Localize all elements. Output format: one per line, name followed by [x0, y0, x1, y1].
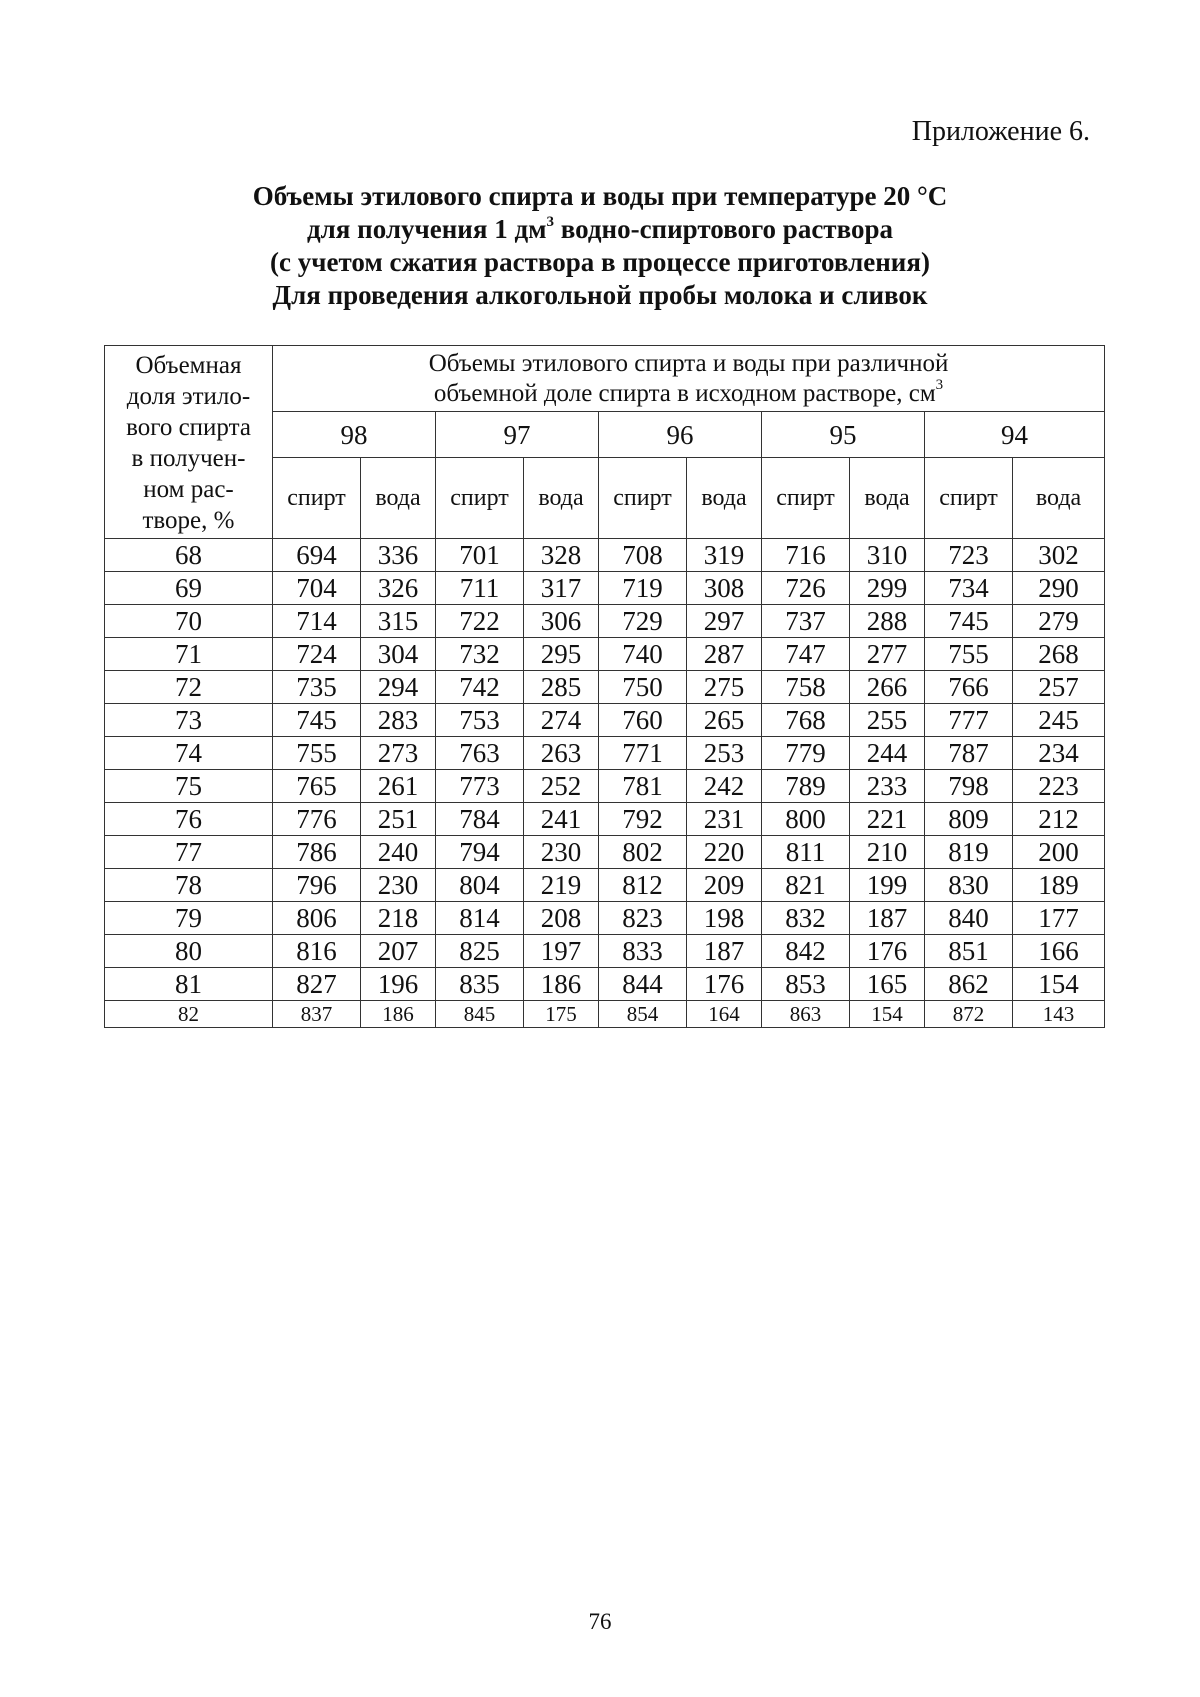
water-volume-cell: 285	[524, 671, 599, 704]
title-line-2	[0, 213, 1200, 246]
water-volume-cell: 209	[687, 869, 762, 902]
spirit-volume-cell: 840	[925, 902, 1013, 935]
water-volume-cell: 299	[850, 572, 925, 605]
volume-table	[104, 345, 1105, 1028]
appendix-label: Приложение 6.	[911, 116, 1090, 147]
spirit-volume-cell: 821	[762, 869, 850, 902]
water-volume-cell: 177	[1013, 902, 1105, 935]
water-volume-cell: 154	[1013, 968, 1105, 1001]
concentration-cell: 71	[105, 638, 273, 671]
spirit-volume-cell: 768	[762, 704, 850, 737]
water-volume-cell: 231	[687, 803, 762, 836]
water-volume-cell: 198	[687, 902, 762, 935]
spirit-volume-cell: 796	[273, 869, 361, 902]
concentration-cell: 68	[105, 539, 273, 572]
spirit-volume-cell: 711	[436, 572, 524, 605]
concentration-cell: 79	[105, 902, 273, 935]
sub-header-spirit: спирт	[273, 458, 361, 539]
water-volume-cell: 295	[524, 638, 599, 671]
title-line-4: Для проведения алкогольной пробы молока и сливок	[272, 280, 928, 310]
water-volume-cell: 336	[361, 539, 436, 572]
table-row	[105, 539, 1105, 572]
water-volume-cell: 253	[687, 737, 762, 770]
concentration-cell: 72	[105, 671, 273, 704]
water-volume-cell: 208	[524, 902, 599, 935]
concentration-cell: 70	[105, 605, 273, 638]
water-volume-cell: 302	[1013, 539, 1105, 572]
spirit-volume-cell: 837	[273, 1001, 361, 1028]
spirit-volume-cell: 809	[925, 803, 1013, 836]
water-volume-cell: 319	[687, 539, 762, 572]
spirit-volume-cell: 786	[273, 836, 361, 869]
water-volume-cell: 230	[524, 836, 599, 869]
table-row	[105, 968, 1105, 1001]
table-row	[105, 638, 1105, 671]
spirit-volume-cell: 832	[762, 902, 850, 935]
spirit-volume-cell: 763	[436, 737, 524, 770]
water-volume-cell: 244	[850, 737, 925, 770]
page-number: 76	[588, 1609, 612, 1634]
spirit-volume-cell: 729	[599, 605, 687, 638]
corner-line: Объемная	[135, 352, 242, 379]
spirit-volume-cell: 747	[762, 638, 850, 671]
water-volume-cell: 218	[361, 902, 436, 935]
water-volume-cell: 186	[361, 1001, 436, 1028]
water-volume-cell: 310	[850, 539, 925, 572]
water-volume-cell: 221	[850, 803, 925, 836]
spirit-volume-cell: 740	[599, 638, 687, 671]
water-volume-cell: 164	[687, 1001, 762, 1028]
corner-line: творе, %	[142, 507, 235, 534]
water-volume-cell: 219	[524, 869, 599, 902]
title-line-2-post: водно-спиртового раствора	[554, 214, 893, 244]
title-line-1: Объемы этилового спирта и воды при температуре 20 °С	[252, 181, 948, 211]
spirit-volume-cell: 854	[599, 1001, 687, 1028]
water-volume-cell: 288	[850, 605, 925, 638]
spirit-volume-cell: 735	[273, 671, 361, 704]
water-volume-cell: 143	[1013, 1001, 1105, 1028]
spirit-volume-cell: 845	[436, 1001, 524, 1028]
water-volume-cell: 326	[361, 572, 436, 605]
water-volume-cell: 210	[850, 836, 925, 869]
concentration-cell: 77	[105, 836, 273, 869]
sub-header-water: вода	[687, 458, 762, 539]
water-volume-cell: 306	[524, 605, 599, 638]
sub-header-spirit: спирт	[599, 458, 687, 539]
sub-header-water: вода	[850, 458, 925, 539]
table-row	[105, 605, 1105, 638]
sub-header-spirit: спирт	[925, 458, 1013, 539]
water-volume-cell: 200	[1013, 836, 1105, 869]
concentration-header: 95	[762, 412, 925, 458]
water-volume-cell: 251	[361, 803, 436, 836]
concentration-header: 97	[436, 412, 599, 458]
water-volume-cell: 255	[850, 704, 925, 737]
main-header-line-1: Объемы этилового спирта и воды при различной	[428, 349, 949, 377]
concentration-cell: 80	[105, 935, 273, 968]
spirit-volume-cell: 851	[925, 935, 1013, 968]
concentration-header: 94	[925, 412, 1105, 458]
concentration-cell: 82	[105, 1001, 273, 1028]
table-row	[105, 935, 1105, 968]
sub-header-water: вода	[1013, 458, 1105, 539]
spirit-volume-cell: 776	[273, 803, 361, 836]
spirit-volume-cell: 771	[599, 737, 687, 770]
water-volume-cell: 242	[687, 770, 762, 803]
spirit-volume-cell: 827	[273, 968, 361, 1001]
water-volume-cell: 187	[687, 935, 762, 968]
spirit-volume-cell: 816	[273, 935, 361, 968]
corner-line: вого спирта	[126, 414, 251, 441]
spirit-volume-cell: 704	[273, 572, 361, 605]
spirit-volume-cell: 779	[762, 737, 850, 770]
water-volume-cell: 186	[524, 968, 599, 1001]
concentration-cell: 75	[105, 770, 273, 803]
water-volume-cell: 220	[687, 836, 762, 869]
water-volume-cell: 196	[361, 968, 436, 1001]
spirit-volume-cell: 742	[436, 671, 524, 704]
table-row	[105, 803, 1105, 836]
concentration-cell: 74	[105, 737, 273, 770]
spirit-volume-cell: 760	[599, 704, 687, 737]
main-header-cell	[273, 346, 1105, 412]
header-row-1	[105, 346, 1105, 412]
spirit-volume-cell: 708	[599, 539, 687, 572]
spirit-volume-cell: 812	[599, 869, 687, 902]
water-volume-cell: 283	[361, 704, 436, 737]
corner-header-cell	[105, 346, 273, 539]
spirit-volume-cell: 800	[762, 803, 850, 836]
water-volume-cell: 187	[850, 902, 925, 935]
water-volume-cell: 166	[1013, 935, 1105, 968]
spirit-volume-cell: 753	[436, 704, 524, 737]
spirit-volume-cell: 755	[925, 638, 1013, 671]
water-volume-cell: 257	[1013, 671, 1105, 704]
spirit-volume-cell: 758	[762, 671, 850, 704]
spirit-volume-cell: 723	[925, 539, 1013, 572]
water-volume-cell: 223	[1013, 770, 1105, 803]
corner-line: доля этило-	[126, 383, 251, 410]
concentration-cell: 81	[105, 968, 273, 1001]
spirit-volume-cell: 701	[436, 539, 524, 572]
table-row	[105, 869, 1105, 902]
spirit-volume-cell: 814	[436, 902, 524, 935]
spirit-volume-cell: 862	[925, 968, 1013, 1001]
spirit-volume-cell: 811	[762, 836, 850, 869]
spirit-volume-cell: 694	[273, 539, 361, 572]
corner-line: ном рас-	[143, 476, 234, 503]
water-volume-cell: 277	[850, 638, 925, 671]
spirit-volume-cell: 734	[925, 572, 1013, 605]
spirit-volume-cell: 755	[273, 737, 361, 770]
water-volume-cell: 207	[361, 935, 436, 968]
water-volume-cell: 176	[687, 968, 762, 1001]
spirit-volume-cell: 765	[273, 770, 361, 803]
spirit-volume-cell: 784	[436, 803, 524, 836]
spirit-volume-cell: 863	[762, 1001, 850, 1028]
table-row	[105, 737, 1105, 770]
concentration-header: 96	[599, 412, 762, 458]
spirit-volume-cell: 732	[436, 638, 524, 671]
spirit-volume-cell: 745	[925, 605, 1013, 638]
spirit-volume-cell: 792	[599, 803, 687, 836]
spirit-volume-cell: 719	[599, 572, 687, 605]
concentration-header: 98	[273, 412, 436, 458]
table-row	[105, 572, 1105, 605]
spirit-volume-cell: 830	[925, 869, 1013, 902]
spirit-volume-cell: 835	[436, 968, 524, 1001]
title-line-2-pre: для получения 1 дм	[307, 214, 547, 244]
table-row	[105, 836, 1105, 869]
water-volume-cell: 189	[1013, 869, 1105, 902]
spirit-volume-cell: 745	[273, 704, 361, 737]
table-row	[105, 902, 1105, 935]
spirit-volume-cell: 787	[925, 737, 1013, 770]
water-volume-cell: 294	[361, 671, 436, 704]
corner-line: в получен-	[131, 445, 246, 472]
spirit-volume-cell: 804	[436, 869, 524, 902]
concentration-cell: 69	[105, 572, 273, 605]
spirit-volume-cell: 798	[925, 770, 1013, 803]
water-volume-cell: 268	[1013, 638, 1105, 671]
table-row	[105, 1001, 1105, 1028]
spirit-volume-cell: 766	[925, 671, 1013, 704]
spirit-volume-cell: 872	[925, 1001, 1013, 1028]
water-volume-cell: 317	[524, 572, 599, 605]
water-volume-cell: 212	[1013, 803, 1105, 836]
spirit-volume-cell: 833	[599, 935, 687, 968]
water-volume-cell: 154	[850, 1001, 925, 1028]
spirit-volume-cell: 777	[925, 704, 1013, 737]
water-volume-cell: 287	[687, 638, 762, 671]
water-volume-cell: 273	[361, 737, 436, 770]
water-volume-cell: 175	[524, 1001, 599, 1028]
main-header-sup: 3	[935, 376, 944, 393]
spirit-volume-cell: 726	[762, 572, 850, 605]
table-row	[105, 770, 1105, 803]
sub-header-water: вода	[524, 458, 599, 539]
document-title	[0, 180, 1200, 312]
spirit-volume-cell: 806	[273, 902, 361, 935]
water-volume-cell: 290	[1013, 572, 1105, 605]
water-volume-cell: 308	[687, 572, 762, 605]
concentration-cell: 76	[105, 803, 273, 836]
spirit-volume-cell: 724	[273, 638, 361, 671]
spirit-volume-cell: 844	[599, 968, 687, 1001]
water-volume-cell: 279	[1013, 605, 1105, 638]
table-row	[105, 704, 1105, 737]
water-volume-cell: 275	[687, 671, 762, 704]
title-line-2-sup: 3	[546, 214, 554, 230]
sub-header-water: вода	[361, 458, 436, 539]
water-volume-cell: 328	[524, 539, 599, 572]
water-volume-cell: 274	[524, 704, 599, 737]
title-line-3: (с учетом сжатия раствора в процессе приготовления)	[270, 247, 930, 277]
spirit-volume-cell: 750	[599, 671, 687, 704]
spirit-volume-cell: 825	[436, 935, 524, 968]
water-volume-cell: 241	[524, 803, 599, 836]
spirit-volume-cell: 819	[925, 836, 1013, 869]
sub-header-spirit: спирт	[762, 458, 850, 539]
spirit-volume-cell: 794	[436, 836, 524, 869]
main-header-line-2: объемной доле спирта в исходном растворе, $см^3$	[433, 376, 944, 407]
water-volume-cell: 245	[1013, 704, 1105, 737]
water-volume-cell: 297	[687, 605, 762, 638]
water-volume-cell: 315	[361, 605, 436, 638]
spirit-volume-cell: 737	[762, 605, 850, 638]
sub-header-spirit: спирт	[436, 458, 524, 539]
water-volume-cell: 199	[850, 869, 925, 902]
spirit-volume-cell: 722	[436, 605, 524, 638]
water-volume-cell: 230	[361, 869, 436, 902]
water-volume-cell: 261	[361, 770, 436, 803]
spirit-volume-cell: 714	[273, 605, 361, 638]
spirit-volume-cell: 789	[762, 770, 850, 803]
water-volume-cell: 234	[1013, 737, 1105, 770]
spirit-volume-cell: 781	[599, 770, 687, 803]
concentration-cell: 73	[105, 704, 273, 737]
table-row	[105, 671, 1105, 704]
water-volume-cell: 176	[850, 935, 925, 968]
water-volume-cell: 304	[361, 638, 436, 671]
water-volume-cell: 233	[850, 770, 925, 803]
spirit-volume-cell: 853	[762, 968, 850, 1001]
water-volume-cell: 240	[361, 836, 436, 869]
water-volume-cell: 265	[687, 704, 762, 737]
water-volume-cell: 197	[524, 935, 599, 968]
spirit-volume-cell: 802	[599, 836, 687, 869]
spirit-volume-cell: 773	[436, 770, 524, 803]
water-volume-cell: 252	[524, 770, 599, 803]
spirit-volume-cell: 842	[762, 935, 850, 968]
spirit-volume-cell: 716	[762, 539, 850, 572]
water-volume-cell: 263	[524, 737, 599, 770]
water-volume-cell: 266	[850, 671, 925, 704]
spirit-volume-cell: 823	[599, 902, 687, 935]
water-volume-cell: 165	[850, 968, 925, 1001]
concentration-cell: 78	[105, 869, 273, 902]
